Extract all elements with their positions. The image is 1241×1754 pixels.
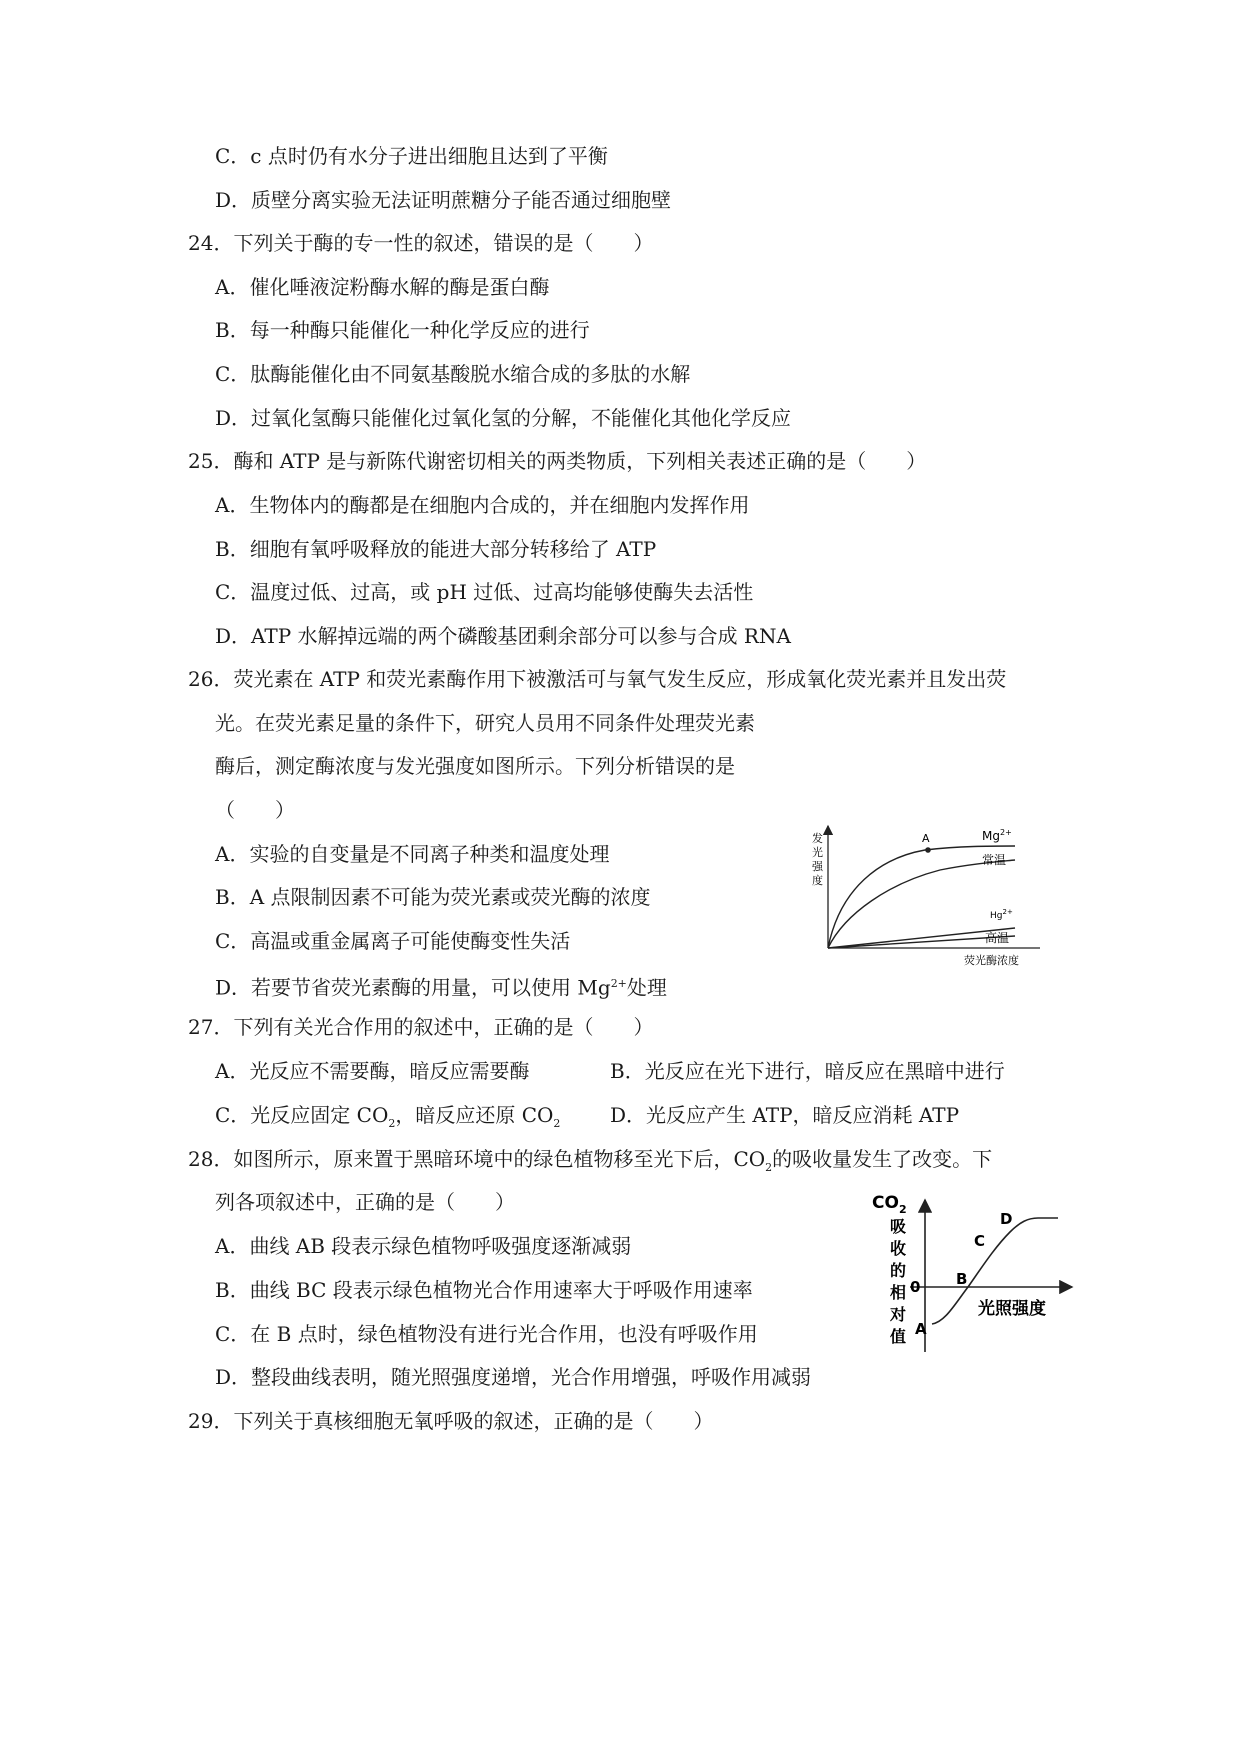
q28-ylabel-4: 相 <box>890 1283 907 1302</box>
q28-ylabel-6: 值 <box>890 1327 907 1346</box>
q26-high-temp-label: 高温 <box>985 931 1010 945</box>
q26-option-c: C．高温或重金属离子可能使酶变性失活 <box>215 929 571 953</box>
q26-hg-label <box>990 908 1013 921</box>
q27-option-c-sub2: 2 <box>553 1117 561 1130</box>
q25-option-c: C．温度过低、过高，或 pH 过低、过高均能够使酶失去活性 <box>215 580 754 604</box>
q24-option-c: C．肽酶能催化由不同氨基酸脱水缩合成的多肽的水解 <box>215 362 691 386</box>
q26-xlabel: 荧光酶浓度 <box>964 954 1019 967</box>
q23-option-d: D．质壁分离实验无法证明蔗糖分子能否通过细胞壁 <box>215 188 672 212</box>
q28-option-b: B．曲线 BC 段表示绿色植物光合作用速率大于呼吸作用速率 <box>215 1278 753 1302</box>
q27-option-c <box>215 1101 560 1138</box>
q28-ylabel-5: 对 <box>890 1305 907 1324</box>
q28-point-c: C <box>974 1232 986 1250</box>
q26-option-d-sup: 2+ <box>610 977 627 990</box>
q27-option-c-text: C．光反应固定 CO <box>215 1103 389 1127</box>
q28-ylabel-sub: 2 <box>898 1203 907 1216</box>
q28-ylabel-1: 吸 <box>890 1217 907 1236</box>
q26-stem-line3: 酶后，测定酶浓度与发光强度如图所示。下列分析错误的是 <box>215 754 735 778</box>
q28-stem-text: 28．如图所示，原来置于黑暗环境中的绿色植物移至光下后，CO <box>188 1147 766 1171</box>
q28-point-b: B <box>956 1270 968 1288</box>
q28-stem-tail: 的吸收量发生了改变。下 <box>772 1147 993 1171</box>
q28-ylabel-co: CO <box>872 1193 899 1213</box>
q28-figure <box>870 1192 1090 1417</box>
q26-normal-label: 常温 <box>982 853 1007 867</box>
q25-option-a: A．生物体内的酶都是在细胞内合成的，并在细胞内发挥作用 <box>215 493 750 517</box>
q26-option-a: A．实验的自变量是不同离子种类和温度处理 <box>215 842 610 866</box>
q26-hg-sup: 2+ <box>1002 908 1013 916</box>
q26-point-a-dot <box>925 847 931 853</box>
q28-ylabel-top <box>872 1193 907 1216</box>
q24-stem: 24．下列关于酶的专一性的叙述，错误的是（ ） <box>188 231 654 255</box>
q24-option-d: D．过氧化氢酶只能催化过氧化氢的分解，不能催化其他化学反应 <box>215 406 792 430</box>
q27-option-c-sub1: 2 <box>388 1117 396 1130</box>
q25-option-b: B．细胞有氧呼吸释放的能进大部分转移给了 ATP <box>215 537 657 561</box>
q26-hg-text: Hg <box>990 911 1003 921</box>
q26-option-d-text: D．若要节省荧光素酶的用量，可以使用 Mg <box>215 975 611 1000</box>
q26-ylabel-3: 强 <box>812 860 823 873</box>
q26-ylabel-2: 光 <box>812 846 823 859</box>
q23-option-c: C．c 点时仍有水分子进出细胞且达到了平衡 <box>215 144 608 168</box>
q28-ylabel-2: 收 <box>890 1239 907 1258</box>
q26-mg-text: Mg <box>982 829 1000 843</box>
q26-ylabel-1: 发 <box>812 832 823 845</box>
q29-stem: 29．下列关于真核细胞无氧呼吸的叙述，正确的是（ ） <box>188 1409 714 1433</box>
q28-option-d: D．整段曲线表明，随光照强度递增，光合作用增强，呼吸作用减弱 <box>215 1365 812 1389</box>
q26-mg-sup: 2+ <box>999 828 1012 837</box>
q26-stem-line4: （ ） <box>215 798 295 822</box>
q26-figure <box>800 818 1050 968</box>
q27-option-c-mid: ，暗反应还原 CO <box>395 1103 554 1127</box>
q26-option-d-tail: 处理 <box>626 975 667 1000</box>
q28-stem-line2: 列各项叙述中，正确的是（ ） <box>215 1190 515 1214</box>
q28-option-c: C．在 B 点时，绿色植物没有进行光合作用，也没有呼吸作用 <box>215 1322 758 1346</box>
q28-xlabel: 光照强度 <box>978 1299 1046 1319</box>
q26-mg-label <box>982 828 1012 843</box>
q25-stem: 25．酶和 ATP 是与新陈代谢密切相关的两类物质，下列相关表述正确的是（ ） <box>188 449 927 473</box>
q26-stem-line2: 光。在荧光素足量的条件下，研究人员用不同条件处理荧光素 <box>215 711 755 735</box>
q24-option-b: B．每一种酶只能催化一种化学反应的进行 <box>215 318 590 342</box>
q27-option-a: A．光反应不需要酶，暗反应需要酶 <box>215 1059 530 1083</box>
q27-option-b: B．光反应在光下进行，暗反应在黑暗中进行 <box>610 1059 1005 1083</box>
q28-point-d: D <box>1000 1210 1013 1228</box>
q26-stem-line1: 26．荧光素在 ATP 和荧光素酶作用下被激活可与氧气发生反应，形成氧化荧光素并且发出荧 <box>188 667 1007 691</box>
q28-ylabel-3: 的 <box>890 1261 907 1280</box>
q27-option-d: D．光反应产生 ATP，暗反应消耗 ATP <box>610 1103 960 1127</box>
q28-stem-line1 <box>188 1145 992 1182</box>
q28-stem-sub: 2 <box>765 1161 773 1174</box>
q26-option-b: B．A 点限制因素不可能为荧光素或荧光酶的浓度 <box>215 885 651 909</box>
q26-ylabel-4: 度 <box>812 874 823 887</box>
q28-point-a: A <box>915 1320 927 1338</box>
q28-option-a: A．曲线 AB 段表示绿色植物呼吸强度逐渐减弱 <box>215 1234 632 1258</box>
q26-option-d <box>215 970 667 1002</box>
q28-zero-label: 0 <box>910 1278 921 1296</box>
q24-option-a: A．催化唾液淀粉酶水解的酶是蛋白酶 <box>215 275 550 299</box>
q25-option-d: D．ATP 水解掉远端的两个磷酸基团剩余部分可以参与合成 RNA <box>215 624 791 648</box>
q26-point-a-label: A <box>922 832 930 845</box>
q27-stem: 27．下列有关光合作用的叙述中，正确的是（ ） <box>188 1015 654 1039</box>
